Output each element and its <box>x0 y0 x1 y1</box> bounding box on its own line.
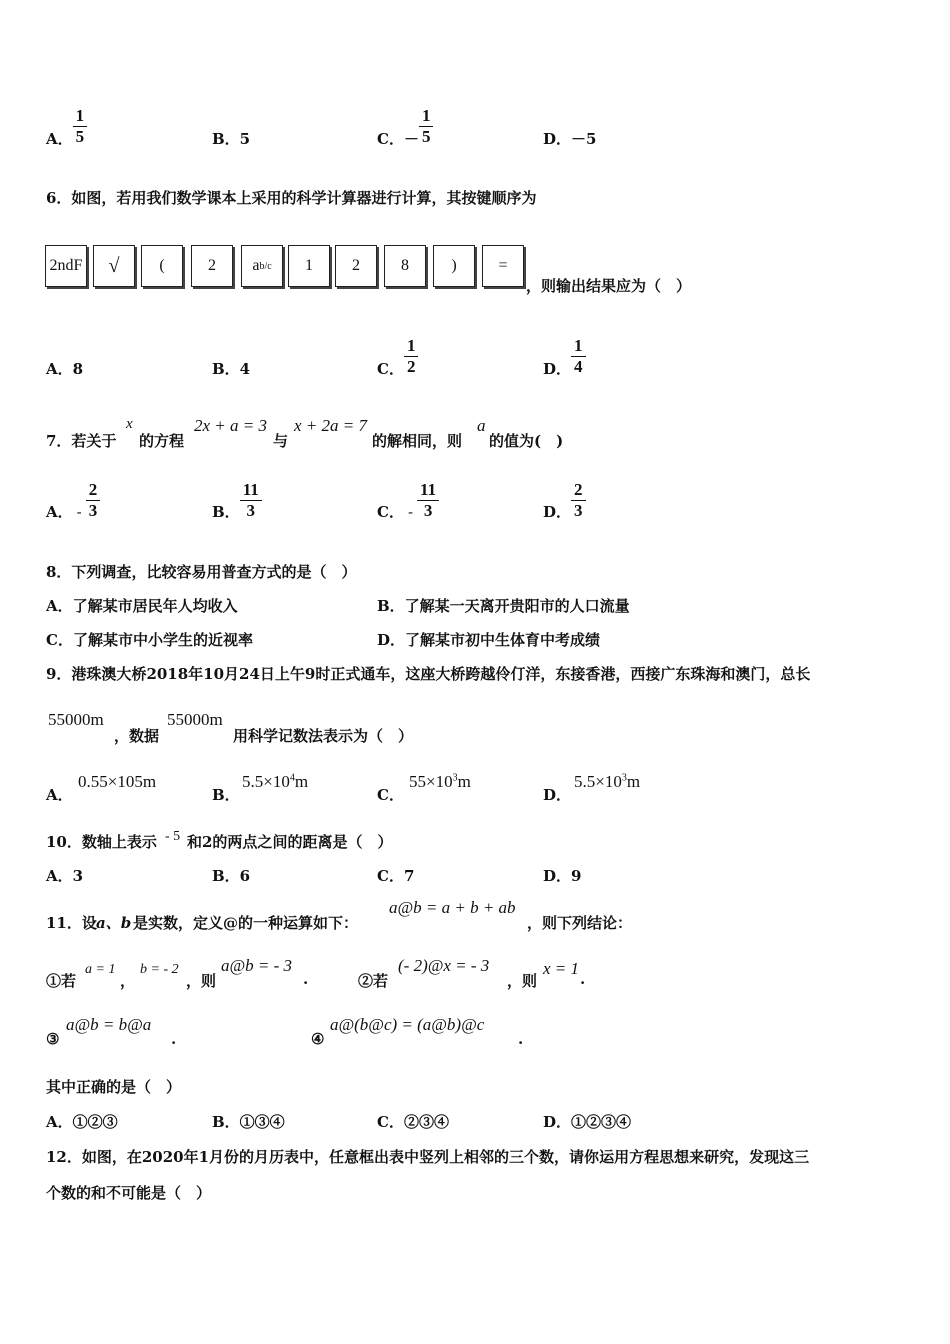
q9-option-a-label: A． <box>46 786 73 804</box>
q9-stem: 9．港珠澳大桥2018年10月24日上午9时正式通车，这座大桥跨越伶仃洋，东接香港，西接广东珠海和澳门，总长 <box>46 665 811 683</box>
q7-var-x: x <box>126 416 133 432</box>
q11-definition: a@b = a + b + ab <box>389 898 516 917</box>
q11-s3-equation: a@b = b@a <box>66 1015 152 1034</box>
q6-option-c: C． $\frac{1}{2}$ <box>377 358 418 379</box>
q7-option-b: B． $\frac{11}{3}$ <box>212 501 262 522</box>
q7-option-c: C． - $\frac{11}{3}$ <box>377 501 439 522</box>
q11-s3-label: ③ <box>46 1030 60 1048</box>
calc-key-8: 8 <box>384 245 426 287</box>
q7-p2: 的方程 <box>139 432 185 450</box>
q7-p3: 与 <box>273 432 289 450</box>
calc-key-equals: = <box>482 245 524 287</box>
q11-s1-label: ①若 <box>46 972 77 990</box>
calc-key-2ndf: 2ndF <box>45 245 87 287</box>
q9-option-c-label: C． <box>377 786 404 804</box>
q9-option-d-label: D． <box>543 786 572 804</box>
q5-option-b: B．5 <box>212 130 251 148</box>
q11-p2: 是实数，定义@的一种运算如下： <box>133 914 359 932</box>
q11-s2-condition: (- 2)@x = - 3 <box>398 956 490 975</box>
q8-option-a: A．了解某市居民年人均收入 <box>46 597 238 615</box>
q11-s3-dot: . <box>171 1030 177 1048</box>
q9-option-a-value: 0.55×105m <box>78 772 157 791</box>
q11-which: 其中正确的是（ ） <box>46 1078 182 1096</box>
q8-option-d: D．了解某市初中生体育中考成绩 <box>377 631 601 649</box>
q6-stem: 6．如图，若用我们数学课本上采用的科学计算器进行计算，其按键顺序为 <box>46 189 537 207</box>
q9-option-c-value: $55\times 10^3m$ <box>409 772 471 791</box>
q11-s1-then: ，则 <box>186 972 217 990</box>
q7-p4: 的解相同，则 <box>372 432 463 450</box>
q11-s1-b: b = - 2 <box>140 962 179 977</box>
q10-neg-five: - 5 <box>165 829 181 844</box>
q7-option-a: A． - $\frac{2}{3}$ <box>46 501 100 522</box>
q7-var-a: a <box>477 416 486 435</box>
q5-option-d: D．－5 <box>543 130 597 148</box>
q11-s1-comma: ， <box>120 972 136 990</box>
q11-s2-dot: . <box>580 970 586 988</box>
q9-p2: 用科学记数法表示为（ ） <box>233 727 414 745</box>
q10-option-a: A．3 <box>46 867 84 885</box>
q7-equation-2: x + 2a = 7 <box>294 416 367 435</box>
q6-option-d: D． $\frac{1}{4}$ <box>543 358 586 379</box>
q11-option-b: B．①③④ <box>212 1113 285 1131</box>
calc-key-1: 1 <box>288 245 330 287</box>
calc-key-open-paren: ( <box>141 245 183 287</box>
q8-option-b: B．了解某一天离开贵阳市的人口流量 <box>377 597 630 615</box>
q10-p1: 10．数轴上表示 <box>46 833 157 851</box>
calc-key-2b: 2 <box>335 245 377 287</box>
q7-p5: 的值为( ) <box>489 432 564 450</box>
q11-s4-label: ④ <box>311 1030 325 1048</box>
q11-option-c: C．②③④ <box>377 1113 449 1131</box>
q8-option-c: C．了解某市中小学生的近视率 <box>46 631 253 649</box>
q7-equation-1: 2x + a = 3 <box>194 416 267 435</box>
q11-s1-a: a = 1 <box>85 962 116 977</box>
q7-p1: 7．若关于 <box>46 432 117 450</box>
q10-option-d: D．9 <box>543 867 582 885</box>
q11-p1: 11．设 <box>46 914 97 932</box>
q9-length-2: 55000m <box>167 710 223 729</box>
calc-key-sqrt: √ <box>93 245 135 287</box>
q11-p3: ，则下列结论： <box>527 914 633 932</box>
q11-option-a: A．①②③ <box>46 1113 118 1131</box>
q9-option-b-label: B． <box>212 786 240 804</box>
q6-option-a: A．8 <box>46 360 84 378</box>
calc-key-fraction: a b/c <box>241 245 283 287</box>
q11-s1-result: a@b = - 3 <box>221 956 293 975</box>
q11-s2-then: ，则 <box>507 972 538 990</box>
q9-p1: ，数据 <box>114 727 160 745</box>
q9-option-d-value: $5.5\times 10^3m$ <box>574 772 641 791</box>
q11-s1-dot: . <box>303 970 309 988</box>
q10-option-b: B．6 <box>212 867 251 885</box>
q12-line-2: 个数的和不可能是（ ） <box>46 1184 212 1202</box>
q10-p2: 和2的两点之间的距离是（ ） <box>187 833 393 851</box>
q9-option-b-value: $5.5\times 10^4m$ <box>242 772 309 791</box>
q8-stem: 8．下列调查，比较容易用普查方式的是（ ） <box>46 563 357 581</box>
q11-s2-result: x = 1 <box>543 959 580 978</box>
q12-line-1: 12．如图，在2020年1月份的月历表中，任意框出表中竖列上相邻的三个数，请你运用方程思想来研究，发现这三 <box>46 1148 810 1166</box>
q11-ab: a、b <box>96 914 132 932</box>
calc-key-close-paren: ) <box>433 245 475 287</box>
q6-option-b: B．4 <box>212 360 251 378</box>
calc-key-2: 2 <box>191 245 233 287</box>
q6-tail: ，则输出结果应为（ ） <box>526 277 692 295</box>
q11-s4-equation: a@(b@c) = (a@b)@c <box>330 1015 485 1034</box>
q7-option-d: D． $\frac{2}{3}$ <box>543 501 586 522</box>
q11-s2-label: ②若 <box>358 972 389 990</box>
q9-length: 55000m <box>48 710 104 729</box>
q5-option-c: C．－ $\frac{1}{5}$ <box>377 128 433 149</box>
q11-s4-dot: . <box>518 1030 524 1048</box>
q5-option-a: A． $\frac{1}{5}$ <box>46 128 87 149</box>
q10-option-c: C．7 <box>377 867 415 885</box>
q11-option-d: D．①②③④ <box>543 1113 632 1131</box>
